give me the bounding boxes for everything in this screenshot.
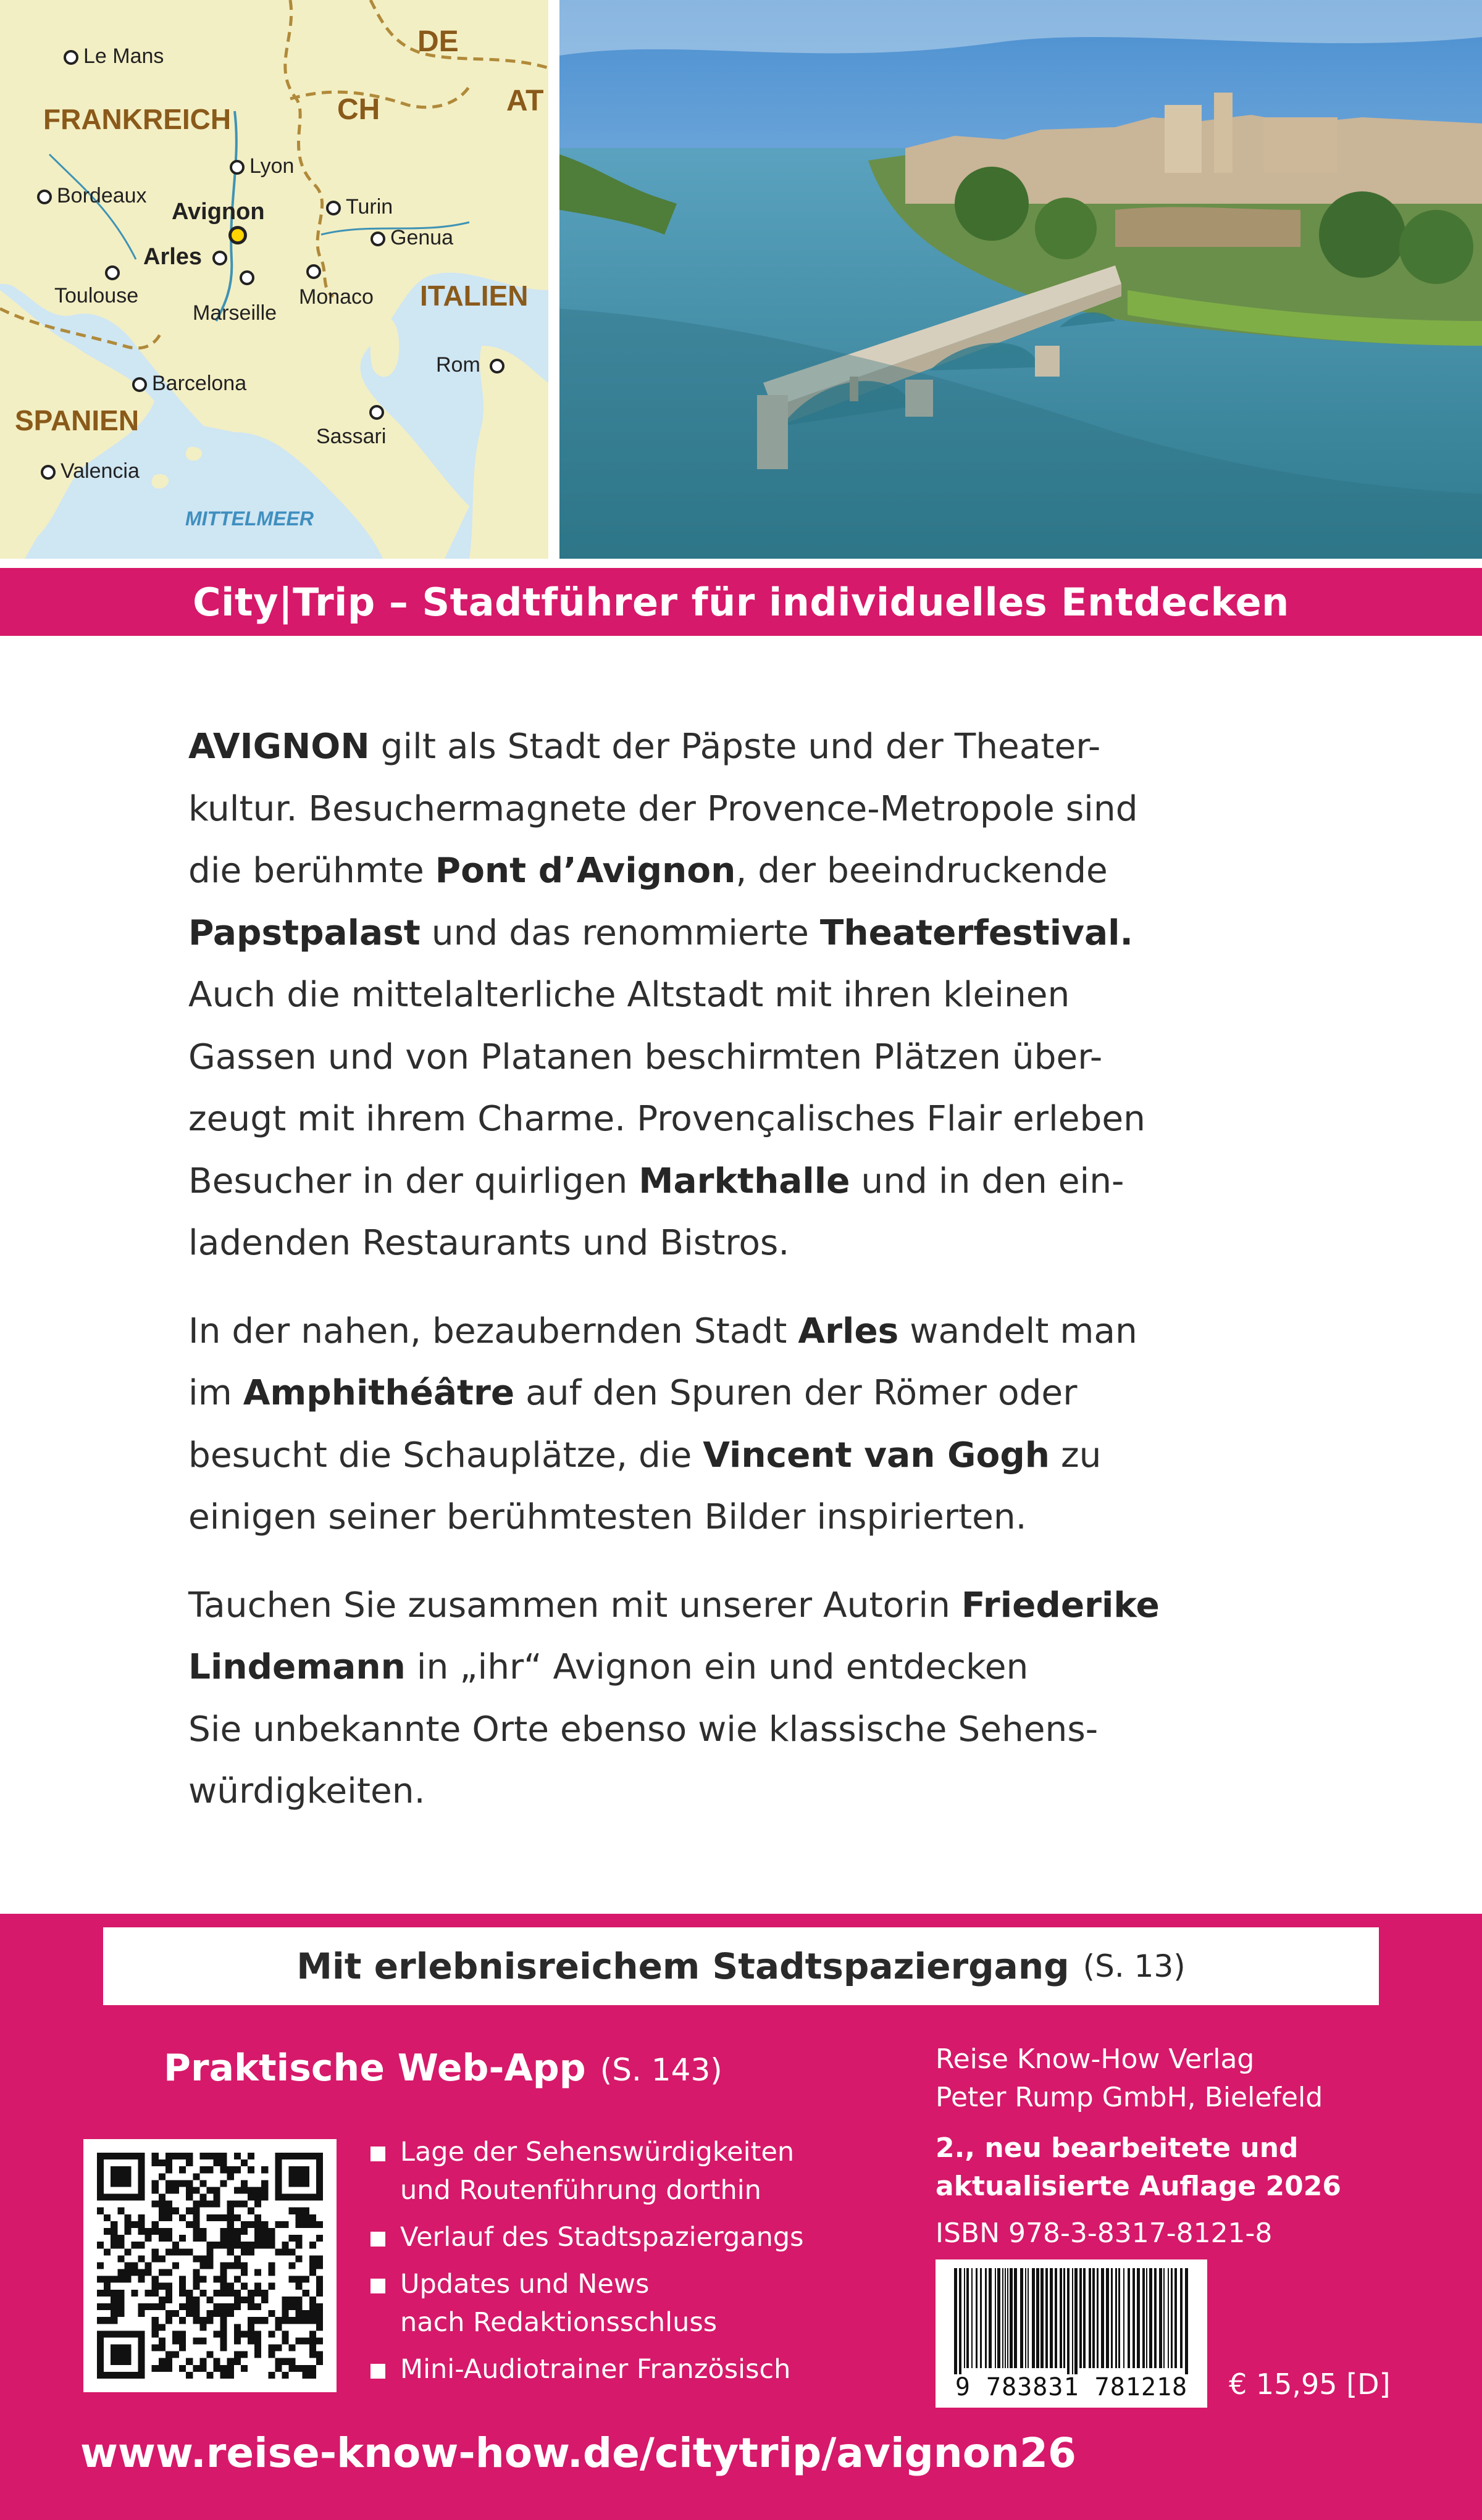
country-label-italy: ITALIEN: [420, 280, 529, 312]
text-run: auf den Spuren der Römer oder: [514, 1373, 1078, 1413]
series-title-band: [0, 568, 1482, 636]
country-label-france: FRANKREICH: [43, 103, 232, 135]
city-barcelona: Barcelona: [132, 372, 246, 396]
highlight-term: Lindemann: [188, 1647, 406, 1687]
blurb-line: [188, 1637, 1294, 1699]
blurb-line: [188, 1425, 1294, 1487]
price: € 15,95 [D]: [1229, 2368, 1391, 2401]
blurb-line: [188, 903, 1294, 965]
series-title: City|Trip – Stadtführer für individuelles Entdecken: [193, 579, 1289, 625]
city-rom: Rom: [436, 353, 504, 377]
highlight-term: Theaterfestival.: [819, 912, 1133, 953]
publisher-company: Peter Rump GmbH, Bielefeld: [936, 2082, 1323, 2113]
publisher-info: [936, 2040, 1442, 2253]
text-run: und das renommierte: [420, 912, 820, 953]
webapp-feature-list: [371, 2133, 895, 2397]
text-run: würdigkeiten.: [188, 1771, 425, 1811]
publisher-name: Reise Know-How Verlag: [936, 2043, 1255, 2075]
country-label-switzerland: CH: [337, 93, 380, 126]
barcode-digits: 9 783831 781218: [955, 2373, 1188, 2401]
ean-barcode: [936, 2259, 1207, 2408]
blurb-line: [188, 1027, 1294, 1089]
city-walk-title: Mit erlebnisreichem Stadtspaziergang: [296, 1945, 1070, 1987]
blurb-line: [188, 1761, 1294, 1823]
avignon-marker-icon: [228, 226, 247, 248]
text-run: Besucher in der quirligen: [188, 1161, 639, 1201]
city-walk-box: [96, 1920, 1386, 2013]
blurb-line: [188, 1362, 1294, 1425]
city-dot-icon: [240, 270, 254, 288]
blurb-line: [188, 964, 1294, 1027]
city-toulouse: Toulouse: [54, 284, 139, 307]
city-walk-page: (S. 13): [1082, 1948, 1186, 1984]
feature-item: Mini-Audiotrainer Französisch: [371, 2350, 895, 2389]
text-run: Tauchen Sie zusammen mit unserer Autorin: [188, 1585, 961, 1625]
city-dot-icon: [41, 465, 56, 480]
text-run: Sie unbekannte Orte ebenso wie klassische Sehens-: [188, 1709, 1099, 1750]
text-run: im: [188, 1373, 243, 1413]
text-run: ladenden Restaurants und Bistros.: [188, 1223, 790, 1263]
text-run: wandelt man: [898, 1311, 1137, 1351]
blurb-line: [188, 1575, 1294, 1637]
qr-code[interactable]: [83, 2139, 337, 2392]
text-run: In der nahen, bezaubernden Stadt: [188, 1311, 798, 1351]
highlight-term: Markthalle: [638, 1161, 850, 1201]
text-run: zeugt mit ihrem Charme. Provençalisches Flair erleben: [188, 1099, 1145, 1139]
city-dot-icon: [230, 160, 245, 175]
highlight-term: Amphithéâtre: [243, 1373, 515, 1413]
text-run: , der beeindruckende: [735, 851, 1108, 891]
top-strip: [0, 0, 1482, 559]
webapp-page: (S. 143): [600, 2052, 722, 2088]
blurb-paragraph: [188, 716, 1294, 1275]
text-run: zu: [1050, 1435, 1102, 1475]
blurb-line: [188, 778, 1294, 841]
text-run: kultur. Besuchermagnete der Provence-Metropole sind: [188, 788, 1138, 829]
blurb-line: [188, 1088, 1294, 1151]
webapp-heading: [164, 2046, 722, 2090]
highlight-term: Friederike: [961, 1585, 1160, 1625]
text-run: und in den ein-: [850, 1161, 1124, 1201]
region-map: [0, 0, 548, 559]
city-monaco: Monaco: [299, 285, 374, 309]
city-dot-icon: [212, 251, 227, 265]
blurb-line: [188, 1212, 1294, 1275]
blurb-text: [188, 716, 1294, 1849]
isbn: ISBN 978-3-8317-8121-8: [936, 2218, 1273, 2249]
text-run: die berühmte: [188, 851, 435, 891]
city-dot-icon: [306, 264, 321, 282]
highlight-term: Arles: [798, 1311, 899, 1351]
blurb-line: [188, 716, 1294, 778]
highlight-term: Papstpalast: [188, 912, 421, 953]
text-run: in „ihr“ Avignon ein und entdecken: [405, 1647, 1029, 1687]
city-avignon: Avignon: [172, 199, 265, 225]
feature-item: Lage der Sehenswürdigkeiten und Routenführung dorthin: [371, 2133, 895, 2209]
text-run: besucht die Schauplätze, die: [188, 1435, 703, 1475]
city-le-mans: Le Mans: [64, 44, 164, 69]
sea-label: MITTELMEER: [185, 507, 314, 530]
country-label-spain: SPANIEN: [15, 404, 140, 436]
website-url[interactable]: www.reise-know-how.de/citytrip/avignon26: [80, 2429, 1076, 2477]
feature-item: Verlauf des Stadtspaziergangs: [371, 2218, 895, 2256]
city-sassari: Sassari: [316, 425, 387, 448]
blurb-paragraph: [188, 1301, 1294, 1549]
city-dot-icon: [369, 405, 384, 423]
highlight-term: Vincent van Gogh: [703, 1435, 1050, 1475]
city-turin: Turin: [326, 195, 393, 219]
text-run: Auch die mittelalterliche Altstadt mit ihren kleinen: [188, 975, 1070, 1015]
city-arles: Arles: [143, 244, 227, 270]
blurb-line: [188, 840, 1294, 903]
text-run: gilt als Stadt der Päpste und der Theater-: [369, 727, 1101, 767]
city-dot-icon: [326, 201, 341, 215]
city-marseille: Marseille: [193, 301, 277, 325]
highlight-term: Pont d’Avignon: [435, 851, 736, 891]
city-dot-icon: [371, 232, 385, 246]
blurb-line: [188, 1301, 1294, 1363]
city-dot-icon: [64, 50, 78, 65]
country-label-austria: AT: [506, 85, 544, 117]
city-dot-icon: [490, 359, 504, 373]
avignon-bridge-photo: [559, 0, 1482, 559]
city-dot-icon: [105, 265, 120, 283]
edition-line-2: aktualisierte Auflage 2026: [936, 2171, 1341, 2202]
blurb-line: [188, 1699, 1294, 1761]
text-run: einigen seiner berühmtesten Bilder inspirierten.: [188, 1497, 1027, 1537]
city-valencia: Valencia: [41, 459, 140, 483]
city-dot-icon: [37, 190, 52, 204]
edition-line-1: 2., neu bearbeitete und: [936, 2132, 1299, 2164]
blurb-line: [188, 1487, 1294, 1549]
country-label-germany: DE: [417, 25, 459, 58]
blurb-paragraph: [188, 1575, 1294, 1823]
city-bordeaux: Bordeaux: [37, 184, 147, 208]
highlight-term: AVIGNON: [188, 727, 370, 767]
blurb-line: [188, 1151, 1294, 1213]
city-genua: Genua: [371, 226, 453, 250]
webapp-title: Praktische Web-App: [164, 2046, 586, 2090]
city-lyon: Lyon: [230, 154, 294, 178]
feature-item: Updates und News nach Redaktionsschluss: [371, 2265, 895, 2342]
city-dot-icon: [132, 377, 147, 392]
text-run: Gassen und von Platanen beschirmten Plätzen über-: [188, 1037, 1103, 1077]
